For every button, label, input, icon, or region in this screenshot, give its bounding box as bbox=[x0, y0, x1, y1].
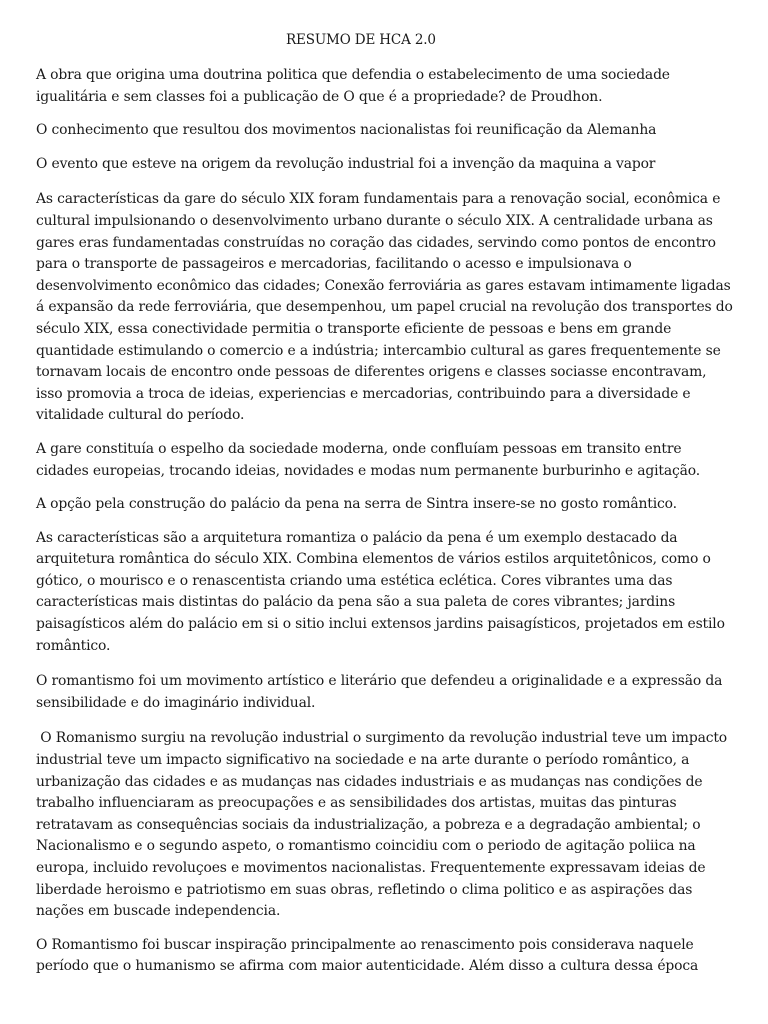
paragraph-romantismo: O romantismo foi um movimento artístico e literário que defendeu a originalidade e a expressão da sensibilidade e do imaginário individual. bbox=[36, 673, 723, 711]
paragraph-revolucao-industrial: O evento que esteve na origem da revolução industrial foi a invenção da maquina a vapor bbox=[36, 155, 656, 172]
paragraph-romanismo-revolucao: O Romanismo surgiu na revolução industrial o surgimento da revolução industrial teve um impacto industrial teve um impacto significativo na sociedade e na arte durante o período romântico, a urbanização das cidades e as mudanças nas cidades industriais e as mudanças nas condições de trabalho influenciaram as preocupações e as sensibilidades dos artistas, muitas das pinturas retratavam as consequências sociais da industrialização, a pobreza e a degradação ambiental; o Nacionalismo e o segundo aspeto, o romantismo coincidiu com o periodo de agitação poliica na europa, incluido revoluçoes e movimentos nacionalistas. Frequentemente expressavam ideias de liberdade heroismo e patriotismo em suas obras, refletindo o clima politico e as aspirações das nações em buscade independencia. bbox=[36, 730, 732, 920]
paragraph-gare-caracteristicas: As características da gare do século XIX foram fundamentais para a renovação social, econômica e cultural impulsionando o desenvolvimento urbano durante o século XIX. A centralidade urbana as gares eras fundamentadas construídas no coração das cidades, servindo como pontos de encontro para o transporte de passageiros e mercadorias, facilitando o acesso e impulsionava o desenvolvimento econômico das cidades; Conexão ferroviária as gares estavam intimamente ligadas á expansão da rede ferroviária, que desempenhou, um papel crucial na revolução dos transportes do século XIX, essa conectividade permitia o transporte eficiente de pessoas e bens em grande quantidade estimulando o comercio e a indústria; intercambio cultural as gares frequentemente se tornavam locais de encontro onde pessoas de diferentes origens e classes sociasse encontravam, isso promovia a troca de ideias, experiencias e mercadorias, contribuindo para a diversidade e vitalidade cultural do período. bbox=[36, 191, 733, 424]
paragraph-palacio-pena: A opção pela construção do palácio da pena na serra de Sintra insere-se no gosto romântico. bbox=[36, 496, 677, 513]
paragraph-romantismo-inspiracao: O Romantismo foi buscar inspiração principalmente ao renascimento pois considerava naquele período que o humanismo se afirma com maior autenticidade. Além disso a cultura dessa época bbox=[36, 936, 699, 975]
paragraph-nacionalismo: O conhecimento que resultou dos movimentos nacionalistas foi reunificação da Alemanha bbox=[36, 122, 657, 139]
document-page bbox=[36, 30, 736, 990]
document-title: RESUMO DE HCA 2.0 bbox=[286, 32, 436, 48]
paragraph-proudhon: A obra que origina uma doutrina politica que defendia o estabelecimento de uma sociedade igualitária e sem classes foi a publicação de O que é a propriedade? de Proudhon. bbox=[36, 67, 670, 105]
paragraph-gare-sociedade: A gare constituía o espelho da sociedade moderna, onde confluíam pessoas em transito entre cidades europeias, trocando ideias, novidades e modas num permanente burburinho e agitação. bbox=[36, 440, 700, 479]
paragraph-palacio-caracteristicas: As características são a arquitetura romantiza o palácio da pena é um exemplo destacado da arquitetura romântica do século XIX. Combina elementos de vários estilos arquitetônicos, como o gótico, o mourisco e o renascentista criando uma estética eclética. Cores vibrantes uma das características mais distintas do palácio da pena são a sua paleta de cores vibrantes; jardins paisagísticos além do palácio em si o sitio inclui extensos jardins paisagísticos, projetados em estilo romântico. bbox=[36, 529, 725, 654]
